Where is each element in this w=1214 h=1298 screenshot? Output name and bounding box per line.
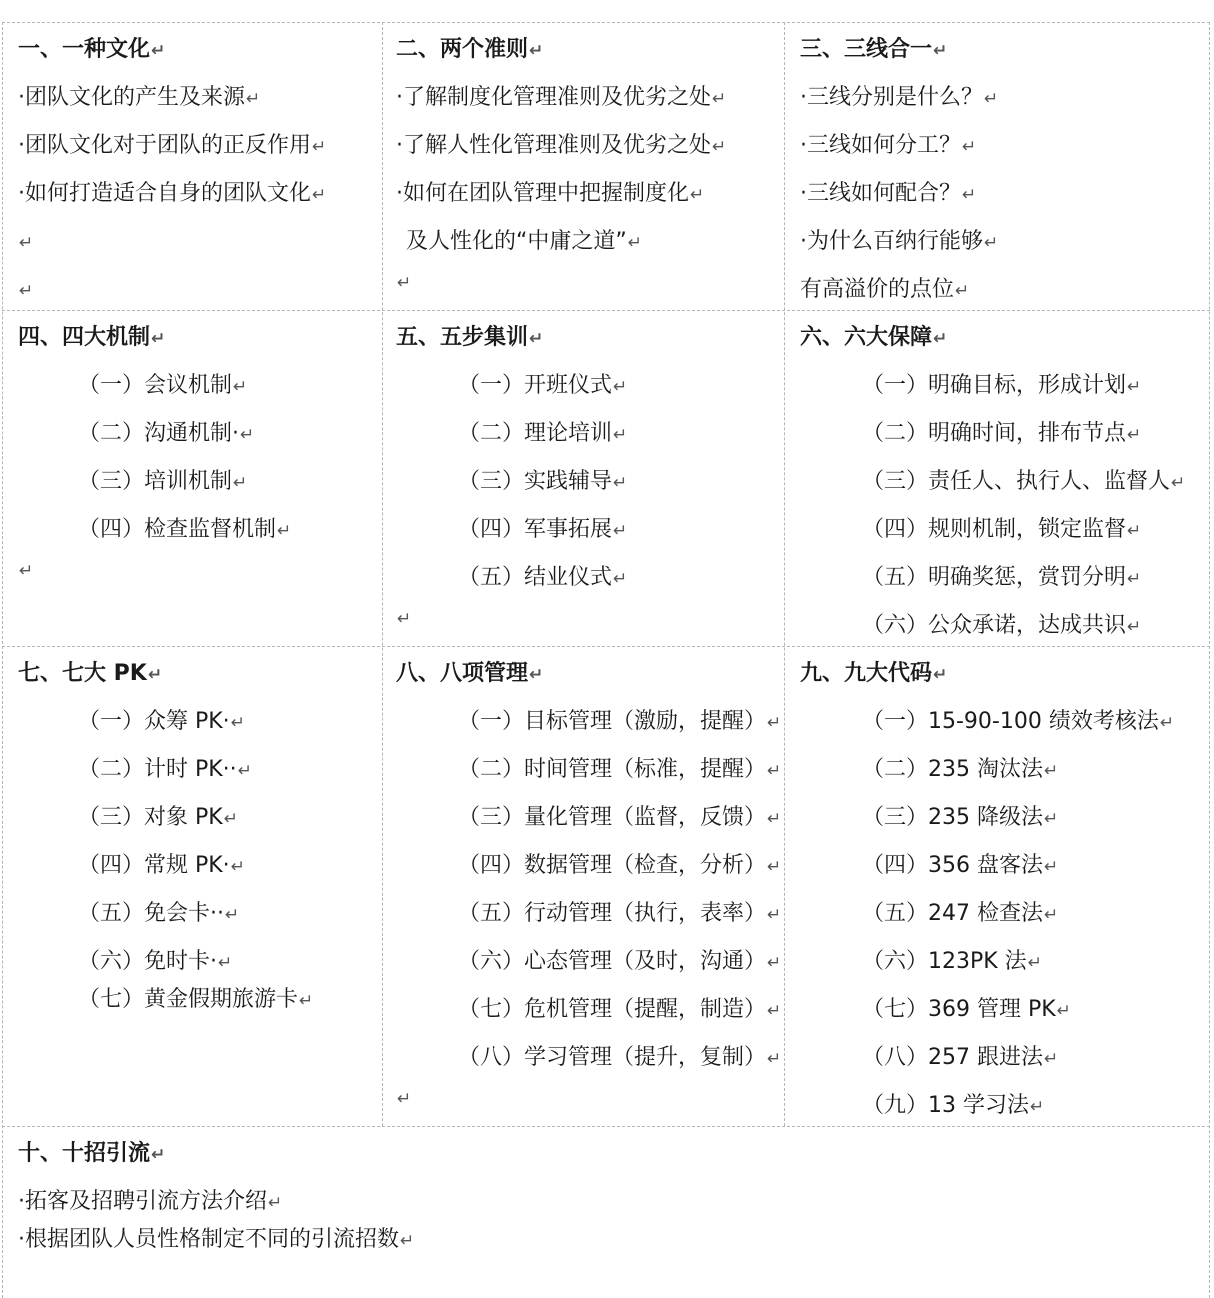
paragraph-mark-icon: ↵ xyxy=(237,761,252,781)
list-item-text: （六）公众承诺，达成共识 xyxy=(862,613,1127,638)
section-title xyxy=(396,35,543,66)
paragraph-mark-icon: ↵ xyxy=(397,1089,412,1109)
list-item xyxy=(78,947,232,978)
section-title xyxy=(800,35,947,66)
paragraph-mark-icon: ↵ xyxy=(1044,905,1059,925)
list-item xyxy=(862,467,1185,498)
list-item xyxy=(78,707,245,738)
list-item-text: （二）明确时间，排布节点 xyxy=(862,421,1127,446)
list-item-text: ·拓客及招聘引流方法介绍 xyxy=(18,1189,267,1214)
paragraph-mark-icon: ↵ xyxy=(233,473,248,493)
empty-paragraph xyxy=(396,603,411,634)
list-item-text: （五）免会卡·· xyxy=(78,901,224,926)
paragraph-mark-icon: ↵ xyxy=(984,89,999,109)
paragraph-mark-icon: ↵ xyxy=(767,953,782,973)
paragraph-mark-icon: ↵ xyxy=(933,665,948,685)
list-item xyxy=(458,899,781,930)
list-item xyxy=(458,515,627,546)
paragraph-mark-icon: ↵ xyxy=(1030,1097,1045,1117)
paragraph-mark-icon: ↵ xyxy=(1127,569,1142,589)
paragraph-mark-icon: ↵ xyxy=(767,857,782,877)
list-item-text: （五）行动管理（执行，表率） xyxy=(458,901,767,926)
list-item-text: （四）军事拓展 xyxy=(458,517,613,542)
section-title-text: 六、六大保障 xyxy=(800,325,933,350)
list-item xyxy=(862,755,1058,786)
paragraph-mark-icon: ↵ xyxy=(1044,857,1059,877)
empty-paragraph xyxy=(18,555,33,586)
list-item xyxy=(458,707,781,738)
list-item-text: ·了解人性化管理准则及优劣之处 xyxy=(396,133,711,158)
list-item-text: 及人性化的“中庸之道” xyxy=(406,229,627,254)
list-item-text: （二）沟通机制· xyxy=(78,421,239,446)
paragraph-mark-icon: ↵ xyxy=(984,233,999,253)
section-title xyxy=(18,1139,165,1170)
list-item xyxy=(862,803,1058,834)
list-item xyxy=(78,755,252,786)
list-item-text: （四）规则机制，锁定监督 xyxy=(862,517,1127,542)
section-title-text: 八、八项管理 xyxy=(396,661,529,686)
list-item xyxy=(800,83,998,114)
list-item-text: （五）明确奖惩，赏罚分明 xyxy=(862,565,1127,590)
paragraph-mark-icon: ↵ xyxy=(151,41,166,61)
section-title xyxy=(18,323,165,354)
list-item-text: （二）时间管理（标准，提醒） xyxy=(458,757,767,782)
paragraph-mark-icon: ↵ xyxy=(147,665,163,685)
list-item-text: （四）356 盘客法 xyxy=(862,853,1043,878)
row-divider xyxy=(2,310,1210,311)
list-item xyxy=(406,227,642,258)
row-divider xyxy=(2,1126,1210,1127)
list-item xyxy=(862,947,1042,978)
list-item-text: （五）247 检查法 xyxy=(862,901,1043,926)
paragraph-mark-icon: ↵ xyxy=(690,185,705,205)
list-item xyxy=(862,1091,1044,1122)
list-item xyxy=(78,985,313,1016)
list-item xyxy=(862,515,1141,546)
column-divider xyxy=(382,22,383,1126)
paragraph-mark-icon: ↵ xyxy=(230,713,245,733)
paragraph-mark-icon: ↵ xyxy=(613,473,628,493)
list-item-text: （一）15-90-100 绩效考核法 xyxy=(862,709,1159,734)
list-item xyxy=(800,275,969,306)
list-item xyxy=(458,947,781,978)
section-title-text: 十、十招引流 xyxy=(18,1141,151,1166)
list-item xyxy=(78,851,245,882)
list-item-text: ·了解制度化管理准则及优劣之处 xyxy=(396,85,711,110)
paragraph-mark-icon: ↵ xyxy=(400,1231,415,1251)
paragraph-mark-icon: ↵ xyxy=(767,761,782,781)
section-title xyxy=(18,35,165,66)
paragraph-mark-icon: ↵ xyxy=(933,329,948,349)
list-item xyxy=(800,227,998,258)
paragraph-mark-icon: ↵ xyxy=(613,569,628,589)
list-item xyxy=(78,803,238,834)
paragraph-mark-icon: ↵ xyxy=(225,905,240,925)
paragraph-mark-icon: ↵ xyxy=(767,905,782,925)
list-item xyxy=(18,179,326,210)
list-item-text: （一）众筹 PK· xyxy=(78,709,230,734)
paragraph-mark-icon: ↵ xyxy=(1171,473,1186,493)
list-item xyxy=(18,1225,414,1256)
empty-paragraph xyxy=(396,267,411,298)
list-item-text: （七）黄金假期旅游卡 xyxy=(78,987,299,1012)
list-item-text: （六）心态管理（及时，沟通） xyxy=(458,949,767,974)
paragraph-mark-icon: ↵ xyxy=(299,991,314,1011)
empty-paragraph xyxy=(396,1083,411,1114)
list-item xyxy=(862,707,1174,738)
list-item xyxy=(78,467,247,498)
section-title-text: 四、四大机制 xyxy=(18,325,151,350)
paragraph-mark-icon: ↵ xyxy=(955,281,970,301)
paragraph-mark-icon: ↵ xyxy=(712,137,727,157)
list-item-text: ·团队文化的产生及来源 xyxy=(18,85,245,110)
list-item xyxy=(458,467,627,498)
paragraph-mark-icon: ↵ xyxy=(19,281,34,301)
paragraph-mark-icon: ↵ xyxy=(933,41,948,61)
list-item-text: （三）量化管理（监督，反馈） xyxy=(458,805,767,830)
list-item-text: ·三线如何配合？ xyxy=(800,181,961,206)
paragraph-mark-icon: ↵ xyxy=(151,329,166,349)
paragraph-mark-icon: ↵ xyxy=(233,377,248,397)
paragraph-mark-icon: ↵ xyxy=(151,1145,166,1165)
list-item-text: （三）实践辅导 xyxy=(458,469,613,494)
list-item xyxy=(458,755,781,786)
list-item-text: （八）257 跟进法 xyxy=(862,1045,1043,1070)
paragraph-mark-icon: ↵ xyxy=(767,1001,782,1021)
list-item xyxy=(78,371,247,402)
list-item-text: （四）检查监督机制 xyxy=(78,517,277,542)
paragraph-mark-icon: ↵ xyxy=(218,953,233,973)
list-item-text: （八）学习管理（提升，复制） xyxy=(458,1045,767,1070)
list-item xyxy=(18,1187,282,1218)
list-item-text: ·根据团队人员性格制定不同的引流招数 xyxy=(18,1227,399,1252)
list-item xyxy=(800,179,976,210)
paragraph-mark-icon: ↵ xyxy=(1044,1049,1059,1069)
list-item xyxy=(862,1043,1058,1074)
section-title-text: 九、九大代码 xyxy=(800,661,933,686)
empty-paragraph xyxy=(18,275,33,306)
list-item-text: （一）开班仪式 xyxy=(458,373,613,398)
column-divider xyxy=(784,22,785,1126)
paragraph-mark-icon: ↵ xyxy=(312,185,327,205)
list-item-text: （三）培训机制 xyxy=(78,469,233,494)
paragraph-mark-icon: ↵ xyxy=(1127,521,1142,541)
section-title xyxy=(396,659,543,690)
list-item xyxy=(458,995,781,1026)
paragraph-mark-icon: ↵ xyxy=(1127,425,1142,445)
paragraph-mark-icon: ↵ xyxy=(1044,809,1059,829)
list-item xyxy=(862,563,1141,594)
table-border-top xyxy=(2,22,1210,23)
paragraph-mark-icon: ↵ xyxy=(240,425,255,445)
list-item-text: ·三线分别是什么？ xyxy=(800,85,983,110)
paragraph-mark-icon: ↵ xyxy=(627,233,643,253)
section-title-text: 五、五步集训 xyxy=(396,325,529,350)
list-item-text: （三）对象 PK xyxy=(78,805,223,830)
list-item xyxy=(396,83,726,114)
paragraph-mark-icon: ↵ xyxy=(19,561,34,581)
section-title-text: 七、七大 PK xyxy=(18,661,147,686)
list-item xyxy=(862,611,1141,642)
list-item-text: （一）目标管理（激励，提醒） xyxy=(458,709,767,734)
paragraph-mark-icon: ↵ xyxy=(767,713,782,733)
paragraph-mark-icon: ↵ xyxy=(1127,617,1142,637)
list-item xyxy=(396,131,726,162)
list-item-text: ·三线如何分工？ xyxy=(800,133,961,158)
list-item xyxy=(396,179,704,210)
list-item xyxy=(78,419,254,450)
list-item-text: （一）会议机制 xyxy=(78,373,233,398)
paragraph-mark-icon: ↵ xyxy=(1056,1001,1071,1021)
paragraph-mark-icon: ↵ xyxy=(223,809,238,829)
section-title xyxy=(18,659,162,690)
paragraph-mark-icon: ↵ xyxy=(962,137,977,157)
list-item xyxy=(800,131,976,162)
paragraph-mark-icon: ↵ xyxy=(1127,377,1142,397)
paragraph-mark-icon: ↵ xyxy=(268,1193,283,1213)
list-item xyxy=(458,1043,781,1074)
paragraph-mark-icon: ↵ xyxy=(767,809,782,829)
paragraph-mark-icon: ↵ xyxy=(613,425,628,445)
paragraph-mark-icon: ↵ xyxy=(1027,953,1042,973)
list-item xyxy=(458,419,627,450)
paragraph-mark-icon: ↵ xyxy=(246,89,261,109)
list-item xyxy=(862,419,1141,450)
list-item xyxy=(862,371,1141,402)
list-item-text: （二）235 淘汰法 xyxy=(862,757,1043,782)
list-item xyxy=(78,515,291,546)
paragraph-mark-icon: ↵ xyxy=(962,185,977,205)
list-item xyxy=(862,851,1058,882)
list-item xyxy=(78,899,239,930)
list-item-text: ·如何打造适合自身的团队文化 xyxy=(18,181,311,206)
list-item-text: 有高溢价的点位 xyxy=(800,277,955,302)
list-item xyxy=(458,563,627,594)
table-border-right xyxy=(1209,22,1210,1298)
list-item xyxy=(18,83,260,114)
list-item-text: （七）369 管理 PK xyxy=(862,997,1056,1022)
list-item xyxy=(862,899,1058,930)
paragraph-mark-icon: ↵ xyxy=(529,41,544,61)
section-title-text: 三、三线合一 xyxy=(800,37,933,62)
list-item xyxy=(862,995,1071,1026)
list-item-text: （七）危机管理（提醒，制造） xyxy=(458,997,767,1022)
list-item-text: ·团队文化对于团队的正反作用 xyxy=(18,133,311,158)
paragraph-mark-icon: ↵ xyxy=(613,377,628,397)
list-item-text: （二）理论培训 xyxy=(458,421,613,446)
list-item-text: （三）235 降级法 xyxy=(862,805,1043,830)
list-item-text: （一）明确目标，形成计划 xyxy=(862,373,1127,398)
empty-paragraph xyxy=(18,227,33,258)
paragraph-mark-icon: ↵ xyxy=(397,609,412,629)
course-outline-table xyxy=(2,22,1210,1298)
paragraph-mark-icon: ↵ xyxy=(230,857,245,877)
list-item-text: （二）计时 PK·· xyxy=(78,757,237,782)
paragraph-mark-icon: ↵ xyxy=(1044,761,1059,781)
list-item xyxy=(458,803,781,834)
paragraph-mark-icon: ↵ xyxy=(312,137,327,157)
paragraph-mark-icon: ↵ xyxy=(19,233,34,253)
paragraph-mark-icon: ↵ xyxy=(529,329,544,349)
list-item-text: （六）123PK 法 xyxy=(862,949,1027,974)
section-title xyxy=(800,659,947,690)
table-border-left xyxy=(2,22,3,1298)
section-title-text: 二、两个准则 xyxy=(396,37,529,62)
list-item-text: （五）结业仪式 xyxy=(458,565,613,590)
list-item-text: ·如何在团队管理中把握制度化 xyxy=(396,181,689,206)
paragraph-mark-icon: ↵ xyxy=(529,665,544,685)
paragraph-mark-icon: ↵ xyxy=(277,521,292,541)
list-item-text: （四）常规 PK· xyxy=(78,853,230,878)
row-divider xyxy=(2,646,1210,647)
list-item-text: ·为什么百纳行能够 xyxy=(800,229,983,254)
list-item-text: （三）责任人、执行人、监督人 xyxy=(862,469,1171,494)
paragraph-mark-icon: ↵ xyxy=(1159,713,1175,733)
section-title-text: 一、一种文化 xyxy=(18,37,151,62)
paragraph-mark-icon: ↵ xyxy=(397,273,412,293)
section-title xyxy=(800,323,947,354)
list-item xyxy=(458,371,627,402)
paragraph-mark-icon: ↵ xyxy=(712,89,727,109)
section-title xyxy=(396,323,543,354)
list-item xyxy=(458,851,781,882)
list-item xyxy=(18,131,326,162)
paragraph-mark-icon: ↵ xyxy=(767,1049,782,1069)
list-item-text: （四）数据管理（检查，分析） xyxy=(458,853,767,878)
list-item-text: （六）免时卡· xyxy=(78,949,217,974)
paragraph-mark-icon: ↵ xyxy=(613,521,628,541)
list-item-text: （九）13 学习法 xyxy=(862,1093,1029,1118)
